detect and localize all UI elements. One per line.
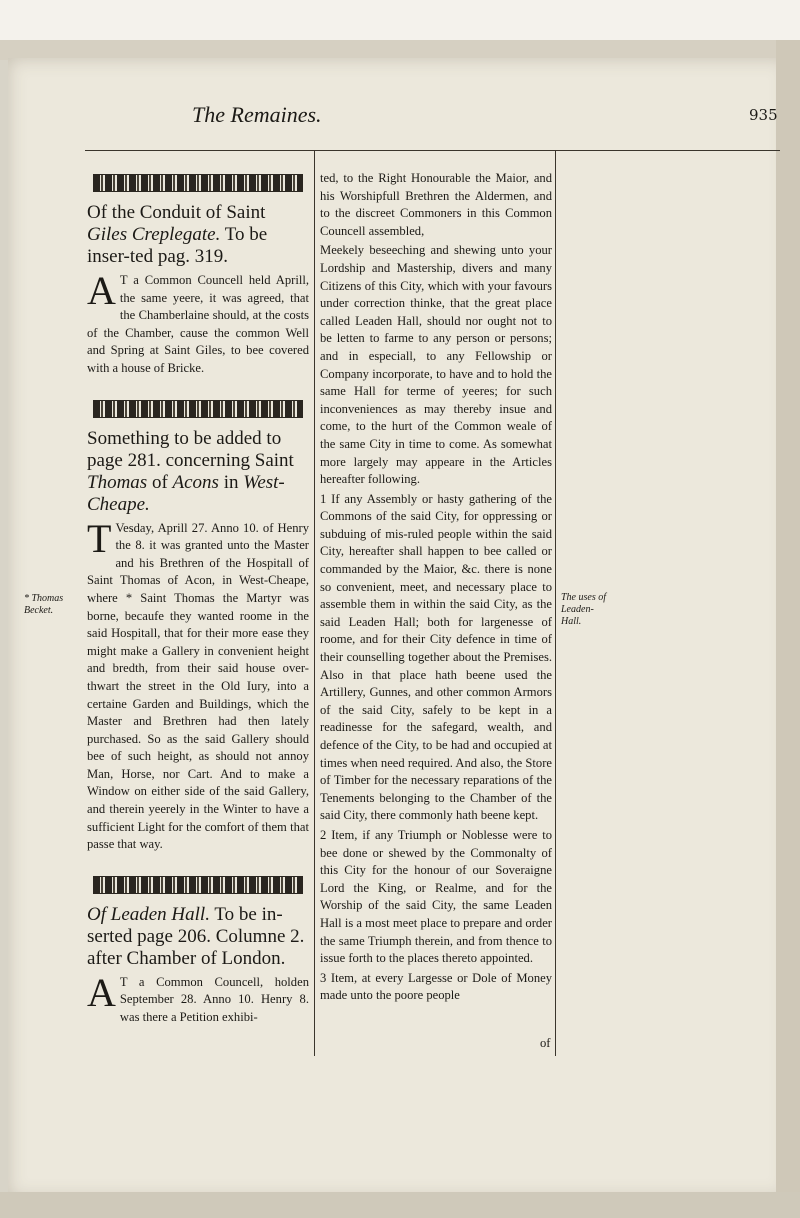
heading-text: in	[223, 471, 239, 493]
heading-text-italic: Acons	[172, 471, 219, 493]
running-head	[0, 100, 780, 134]
heading-text-italic: Of Leaden Hall.	[87, 903, 210, 925]
right-column	[320, 170, 552, 1007]
drop-cap: A	[87, 969, 116, 1015]
running-head-title: The Remaines.	[192, 102, 322, 127]
heading-text: To be in-serted page 206. Columne 2. after Chamber of London.	[87, 903, 305, 969]
section-heading	[87, 428, 309, 516]
paragraph-text: Vesday, Aprill 27. Anno 10. of Henry the 8. it was granted unto the Master and his Brethren of the Hospitall of Saint Thomas of Acon, in West-Cheape, where * Saint Thomas the Martyr was borne, becaufe they wanted roome in the said Hospitall, that for their more ease they might make a Gallery in convenient height and bredth, from their said house over-thwart the street in the Old Iury, into a certaine Garden and Buildings, which the Master and Brethren had then lately purchased. So as the said Gallery should bee of such height, as should not annoy Man, Horse, nor Cart. And to make a Window on either side of the said Gallery, and therein yeerely in the Winter to have a sufficient Light for the comfort of them that passe that way.	[87, 520, 309, 852]
heading-text: Something to be added to page 281. concerning Saint	[87, 427, 294, 471]
paragraph	[87, 515, 309, 854]
page-bottom-edge	[0, 1192, 800, 1218]
ornament-band	[93, 876, 303, 894]
margin-note-right: The uses of Leaden-Hall.	[561, 592, 606, 627]
margin-divider	[555, 151, 556, 1056]
heading-text-italic: Giles Creplegate.	[87, 224, 221, 245]
paragraph: 1 If any Assembly or hasty gathering of the Commons of the said City, for oppressing or subduing of mis-ruled people within the said City, hereafter shall happen to bee called or commanded by the Maior, &c. there is none so convenient, meet, and necessary place to assemble them in within the said City, as the said Leaden Hall; both for largenesse of roome, and for their City defence in time of their counselling together about the Premises. Also in that place hath beene used the Artillery, Gunnes, and other common Armors of the said City, safely to be kept in a readinesse for the safegard, wealth, and defence of the City, to be had and occupied at times when need required. And also, the Store of Timber for the necessary reparations of the Tenements belonging to the Chamber of the said City, there commonly hath beene kept.	[320, 491, 552, 823]
heading-text: of	[151, 471, 168, 493]
paragraph: 2 Item, if any Triumph or Noblesse were to bee done or shewed by the Commonalty of this City for the honour of our Soveraigne Lord the King, or Realme, and for the Worship of the said City, the same Leaden Hall is a most meet place to prepare and order the same Triumph therein, and from thence to issue forth to the places thereto appointed.	[320, 827, 552, 966]
section-heading	[87, 202, 309, 268]
drop-cap: A	[87, 268, 116, 313]
paragraph: 3 Item, at every Largesse or Dole of Money made unto the poore people	[320, 970, 552, 1003]
header-rule	[85, 150, 780, 151]
drop-cap: T	[87, 515, 112, 561]
paragraph-text: T a Common Councell, holden September 28. Anno 10. Henry 8. was there a Petition exhibi-	[119, 974, 309, 1025]
page-number: 935	[749, 106, 778, 124]
page-right-edge	[776, 40, 800, 1200]
heading-text: To be inser-ted pag. 319.	[87, 224, 268, 267]
column-divider	[314, 151, 315, 1056]
ornament-band	[93, 400, 303, 418]
page-top-edge	[0, 0, 800, 60]
paragraph	[87, 268, 309, 378]
paragraph: ted, to the Right Honourable the Maior, and his Worshipfull Brethren the Aldermen, and to the discreet Commoners in this Common Councell assembled,	[320, 171, 552, 238]
left-column	[87, 168, 309, 1029]
catchword: of	[540, 1036, 551, 1050]
ornament-band	[93, 174, 303, 192]
margin-note-left: * Thomas Becket.	[24, 593, 64, 616]
heading-text: Of the Conduit of Saint	[87, 202, 266, 223]
section-heading	[87, 904, 309, 970]
paragraph-text: T a Common Councell held Aprill, the same yeere, it was agreed, that the Chamberlaine should, at the costs of the Chamber, cause the common Well and Spring at Saint Giles, to bee covered with a house of Bricke.	[87, 273, 309, 375]
paragraph	[87, 969, 309, 1027]
heading-text-italic: Thomas	[87, 471, 148, 493]
paragraph: Meekely beseeching and shewing unto your Lordship and Mastership, divers and many Citizens of this City, which with your favours under correction thinke, that the great place called Leaden Hall, should nor ought not to be letten to farme to any person or persons; and in especiall, to any Fellowship or Company incorporate, to have and to hold the same Hall for terme of yeeres; for such inconveniences as may thereby insue and come, to the hurt of the Common weale of the same City in time to come. As somewhat more largely may appeare in the Articles hereafter following.	[320, 243, 552, 487]
heading-text-italic: West-Cheape.	[87, 471, 285, 515]
